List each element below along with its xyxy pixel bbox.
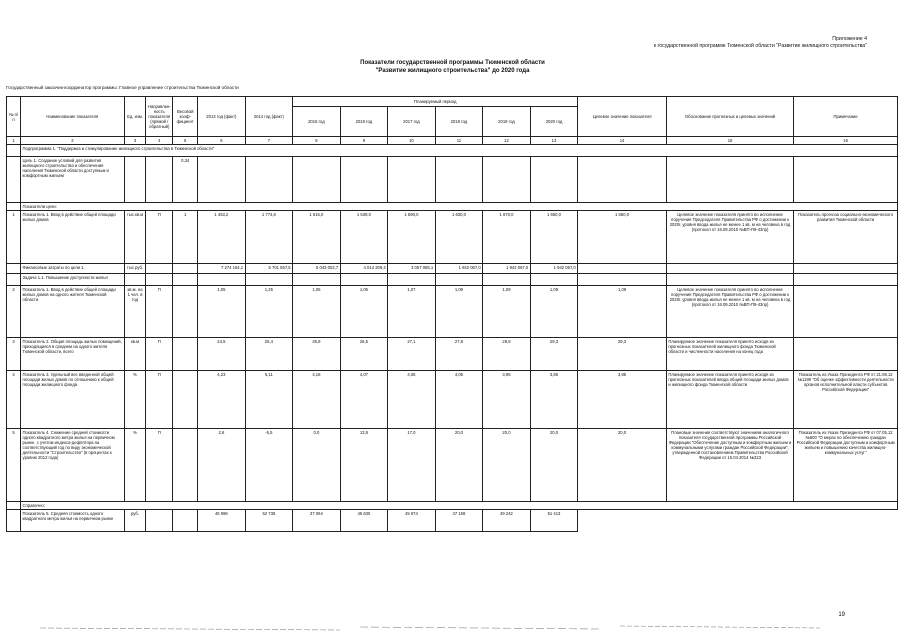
target-value: 3,85 xyxy=(578,371,667,429)
header-planned: Планируемый период xyxy=(293,97,578,107)
col-number: 12 xyxy=(483,137,531,145)
header-2013: 2013 год (факт) xyxy=(198,97,246,137)
indicator-direction: П xyxy=(146,371,173,429)
table-row xyxy=(7,203,898,211)
col-number: 4 xyxy=(146,137,173,145)
indicator-name: Финансовые затраты по цели 1. xyxy=(21,264,125,274)
value-year: 45 630 xyxy=(340,510,388,532)
value-2014: -5,5 xyxy=(245,429,293,502)
indicator-name: Показатель 1. Ввод в действие общей площади жилых домов xyxy=(21,211,125,264)
title-line2: "Развитие жилищного строительства" до 2020 года xyxy=(375,67,530,74)
note-text: Показатель из Указа Президента РФ от 07.05.12 №600 "О мерах по обеспечению граждан Российской Федерации доступным и комфортным жильем и повышению качества жилищно-коммунальных услуг" xyxy=(794,429,898,502)
indicator-direction: П xyxy=(146,338,173,371)
appendix-line2: к государственной программе Тюменской области "Развитие жилищного строительства" xyxy=(653,43,867,49)
value-year: 1,05 xyxy=(340,286,388,338)
indicator-unit: кв.м. на 1 чел. в год xyxy=(124,286,146,338)
row-num: 1 xyxy=(7,211,21,264)
value-year: 1 942 067,0 xyxy=(435,264,483,274)
value-year: 27,8 xyxy=(435,338,483,371)
col-number: 9 xyxy=(340,137,388,145)
row-num: 5 xyxy=(7,429,21,502)
value-year: 4,07 xyxy=(340,371,388,429)
col-number: 1 xyxy=(7,137,21,145)
value-year: 37 064 xyxy=(293,510,341,532)
value-year: 20,0 xyxy=(435,429,483,502)
value-2013: 4,23 xyxy=(198,371,246,429)
reference-label: Справочно: xyxy=(21,502,898,510)
goal-weight: 0,34 xyxy=(173,157,198,203)
goal-text: Цель 1. Создание условий для развития жилищного строительства и обеспечения населения Тюменской области доступным и комфортным жильем xyxy=(21,157,125,203)
appendix-header xyxy=(654,36,867,50)
value-year: 51 413 xyxy=(530,510,578,532)
col-number: 10 xyxy=(388,137,436,145)
col-number: 2 xyxy=(21,137,125,145)
note-text: Показатель прогноза социально-экономического развития Тюменской области xyxy=(794,211,898,264)
header-note: Примечание xyxy=(794,97,898,137)
value-2014: 1,25 xyxy=(245,286,293,338)
col-number: 11 xyxy=(435,137,483,145)
table-row xyxy=(7,502,898,510)
target-value: 1 650,0 xyxy=(578,211,667,264)
indicator-name: Показатель 5. Средняя стоимость одного квадратного метра жилья на первичном рынке xyxy=(21,510,125,532)
value-2014: 5,11 xyxy=(245,371,293,429)
header-year: 2018 год xyxy=(435,107,483,137)
indicator-unit: % xyxy=(124,371,146,429)
table-row xyxy=(7,274,898,286)
value-year: 1 515,0 xyxy=(293,211,341,264)
table-row xyxy=(7,145,898,157)
col-number: 5 xyxy=(173,137,198,145)
value-year: 1 590,0 xyxy=(388,211,436,264)
row-num: 2 xyxy=(7,286,21,338)
indicator-direction: П xyxy=(146,286,173,338)
indicator-name: Показатель 4. Снижение средней стоимости одного квадратного метра жилья на первичном рынке, с учетом индекса-дефлятора на соответствующий год по виду экономической деятельности "Строительство" (в процентах к уровню 2012 года) xyxy=(21,429,125,502)
value-2013: 1 453,2 xyxy=(198,211,246,264)
value-year: 5 043 002,7 xyxy=(293,264,341,274)
value-year: 1,09 xyxy=(435,286,483,338)
col-number: 15 xyxy=(666,137,793,145)
appendix-line1: Приложение 4 xyxy=(832,36,867,42)
col-number: 13 xyxy=(530,137,578,145)
col-number: 3 xyxy=(124,137,146,145)
value-year: 1 539,0 xyxy=(340,211,388,264)
value-year: 3,95 xyxy=(483,371,531,429)
indicator-direction: П xyxy=(146,211,173,264)
value-year: 3,85 xyxy=(530,371,578,429)
value-year: 49 242 xyxy=(483,510,531,532)
table-row xyxy=(7,429,898,502)
header-name: Наименование показателя xyxy=(21,97,125,137)
value-year: 27,1 xyxy=(388,338,436,371)
subprogram-title: Подпрограмма 1. "Поддержка и стимулирование жилищного строительства в Тюменской области" xyxy=(21,145,898,157)
indicators-table xyxy=(6,96,898,532)
header-year: 2016 год xyxy=(340,107,388,137)
coordinator-line: Государственный заказчик-координатор программы: Главное управление строительства Тюменской области xyxy=(6,85,239,90)
table-row xyxy=(7,264,898,274)
value-year: 1 942 067,0 xyxy=(530,264,578,274)
value-year: 13,8 xyxy=(340,429,388,502)
value-year: 1,05 xyxy=(293,286,341,338)
indicator-unit: тыс.кв.м xyxy=(124,211,146,264)
col-number: 6 xyxy=(198,137,246,145)
target-value: 1,09 xyxy=(578,286,667,338)
note-text: Показатель из Указа Президента РФ от 21.08.12 №1199 "Об оценке эффективности деятельности органов исполнительной власти субъектов Российской Федерации" xyxy=(794,371,898,429)
header-num: № п/п xyxy=(7,97,21,137)
scan-noise-lines xyxy=(40,618,820,632)
value-year: 0,0 xyxy=(293,429,341,502)
header-year: 2020 год xyxy=(530,107,578,137)
table-row xyxy=(7,371,898,429)
value-year: 45 674 xyxy=(388,510,436,532)
value-year: 20,0 xyxy=(483,429,531,502)
table-row xyxy=(7,286,898,338)
value-year: 1 650,0 xyxy=(530,211,578,264)
value-2013: 7 274 164,1 xyxy=(198,264,246,274)
value-year: 1,07 xyxy=(388,286,436,338)
justification-text: Планируемое значение показателя принято исходя из прогнозных показателей жилищного фонда Тюменской области и численности населения на конец года xyxy=(666,338,793,371)
row-num: 3 xyxy=(7,338,21,371)
value-2014: 5 701 557,5 xyxy=(245,264,293,274)
indicator-name: Показатель 3. Удельный вес введенной общей площади жилых домов по отношению к общей площади жилищного фонда xyxy=(21,371,125,429)
value-year: 17,0 xyxy=(388,429,436,502)
table-row xyxy=(7,157,898,203)
table-row xyxy=(7,211,898,264)
value-year: 1,09 xyxy=(530,286,578,338)
header-unit: Ед. изм. xyxy=(124,97,146,137)
indicator-unit: кв.м xyxy=(124,338,146,371)
value-year: 28,6 xyxy=(483,338,531,371)
value-year: 4,05 xyxy=(435,371,483,429)
goal-indicators-label: Показатели цели: xyxy=(21,203,898,211)
col-number: 14 xyxy=(578,137,667,145)
header-year: 2015 год xyxy=(293,107,341,137)
header-year: 2017 год xyxy=(388,107,436,137)
col-number: 7 xyxy=(245,137,293,145)
value-2013: 24,5 xyxy=(198,338,246,371)
title-line1: Показатели государственной программы Тюменской области xyxy=(360,60,545,66)
note-text xyxy=(794,286,898,338)
column-numbers-row xyxy=(7,137,898,145)
col-number: 8 xyxy=(293,137,341,145)
target-value: 29,3 xyxy=(578,338,667,371)
value-year: 4 014 209,4 xyxy=(340,264,388,274)
header-weight: Весовой коэф-фициент xyxy=(173,97,198,137)
value-year: 47 158 xyxy=(435,510,483,532)
justification-text: Планируемое значение показателя принято исходя из прогнозных показателей ввода общей площади жилых домов и жилищного фонда Тюменской области xyxy=(666,371,793,429)
indicator-name: Показатель 2. Общая площадь жилых помещений, приходящаяся в среднем на одного жителя Тюменской области, всего xyxy=(21,338,125,371)
header-direction: Направлен-ность показателя (прямой / обратный) xyxy=(146,97,173,137)
value-2013: 46 996 xyxy=(198,510,246,532)
value-2014: 25,4 xyxy=(245,338,293,371)
table-row xyxy=(7,338,898,371)
value-year: 29,3 xyxy=(530,338,578,371)
value-year: 20,0 xyxy=(530,429,578,502)
indicator-unit: руб. xyxy=(124,510,146,532)
indicator-weight: 1 xyxy=(173,211,198,264)
note-text xyxy=(794,338,898,371)
indicator-name: Показатель 1. Ввод в действие общей площади жилых домов на одного жителя Тюменской области xyxy=(21,286,125,338)
target-value: 20,0 xyxy=(578,429,667,502)
indicator-direction: П xyxy=(146,429,173,502)
task-text: Задача 1.1. Повышение доступности жилья xyxy=(21,274,125,286)
value-year: 26,5 xyxy=(340,338,388,371)
value-year: 25,9 xyxy=(293,338,341,371)
value-year: 1 670,0 xyxy=(483,211,531,264)
indicator-unit: тыс.руб. xyxy=(124,264,146,274)
page-number: 19 xyxy=(838,612,845,618)
value-year: 4,06 xyxy=(388,371,436,429)
header-year: 2019 год xyxy=(483,107,531,137)
value-year: 1,09 xyxy=(483,286,531,338)
value-year: 4,18 xyxy=(293,371,341,429)
col-number: 16 xyxy=(794,137,898,145)
header-target: Целевое значение показателя xyxy=(578,97,667,137)
justification-text: Целевое значение показателя принято во исполнение поручения Председателя Правительства РФ о достижении к 2020г. уровня ввода жилья не менее 1 кв. м на человека в год (протокол от 16.09.2010 №ВП-П9-43пр) xyxy=(666,211,793,264)
value-2013: 2,6 xyxy=(198,429,246,502)
value-year: 3 057 065,1 xyxy=(388,264,436,274)
header-justification: Обоснование прогнозных и целевых значений xyxy=(666,97,793,137)
header-2014: 2014 год (факт) xyxy=(245,97,293,137)
document-title xyxy=(0,60,905,75)
justification-text: Плановые значения соответствуют значениям аналогичного показателя государственной программы Российской Федерации "Обеспечение доступным и комфортным жильем и коммунальными услугами граждан Российской Федерации", утвержденной постановлением Правительства Российской Федерации от 15.04.2014 №323 xyxy=(666,429,793,502)
indicator-unit: % xyxy=(124,429,146,502)
value-2014: 1 774,6 xyxy=(245,211,293,264)
row-num: 4 xyxy=(7,371,21,429)
justification-text: Целевое значение показателя принято во исполнение поручения Председателя Правительства РФ о достижении к 2020г. уровня ввода жилья не менее 1 кв. м на человека в год (протокол от 16.09.2010 №ВП-П9-43пр) xyxy=(666,286,793,338)
value-2014: 52 738 xyxy=(245,510,293,532)
value-year: 1 942 067,0 xyxy=(483,264,531,274)
value-2013: 1,05 xyxy=(198,286,246,338)
value-year: 1 630,0 xyxy=(435,211,483,264)
table-row xyxy=(7,510,898,532)
